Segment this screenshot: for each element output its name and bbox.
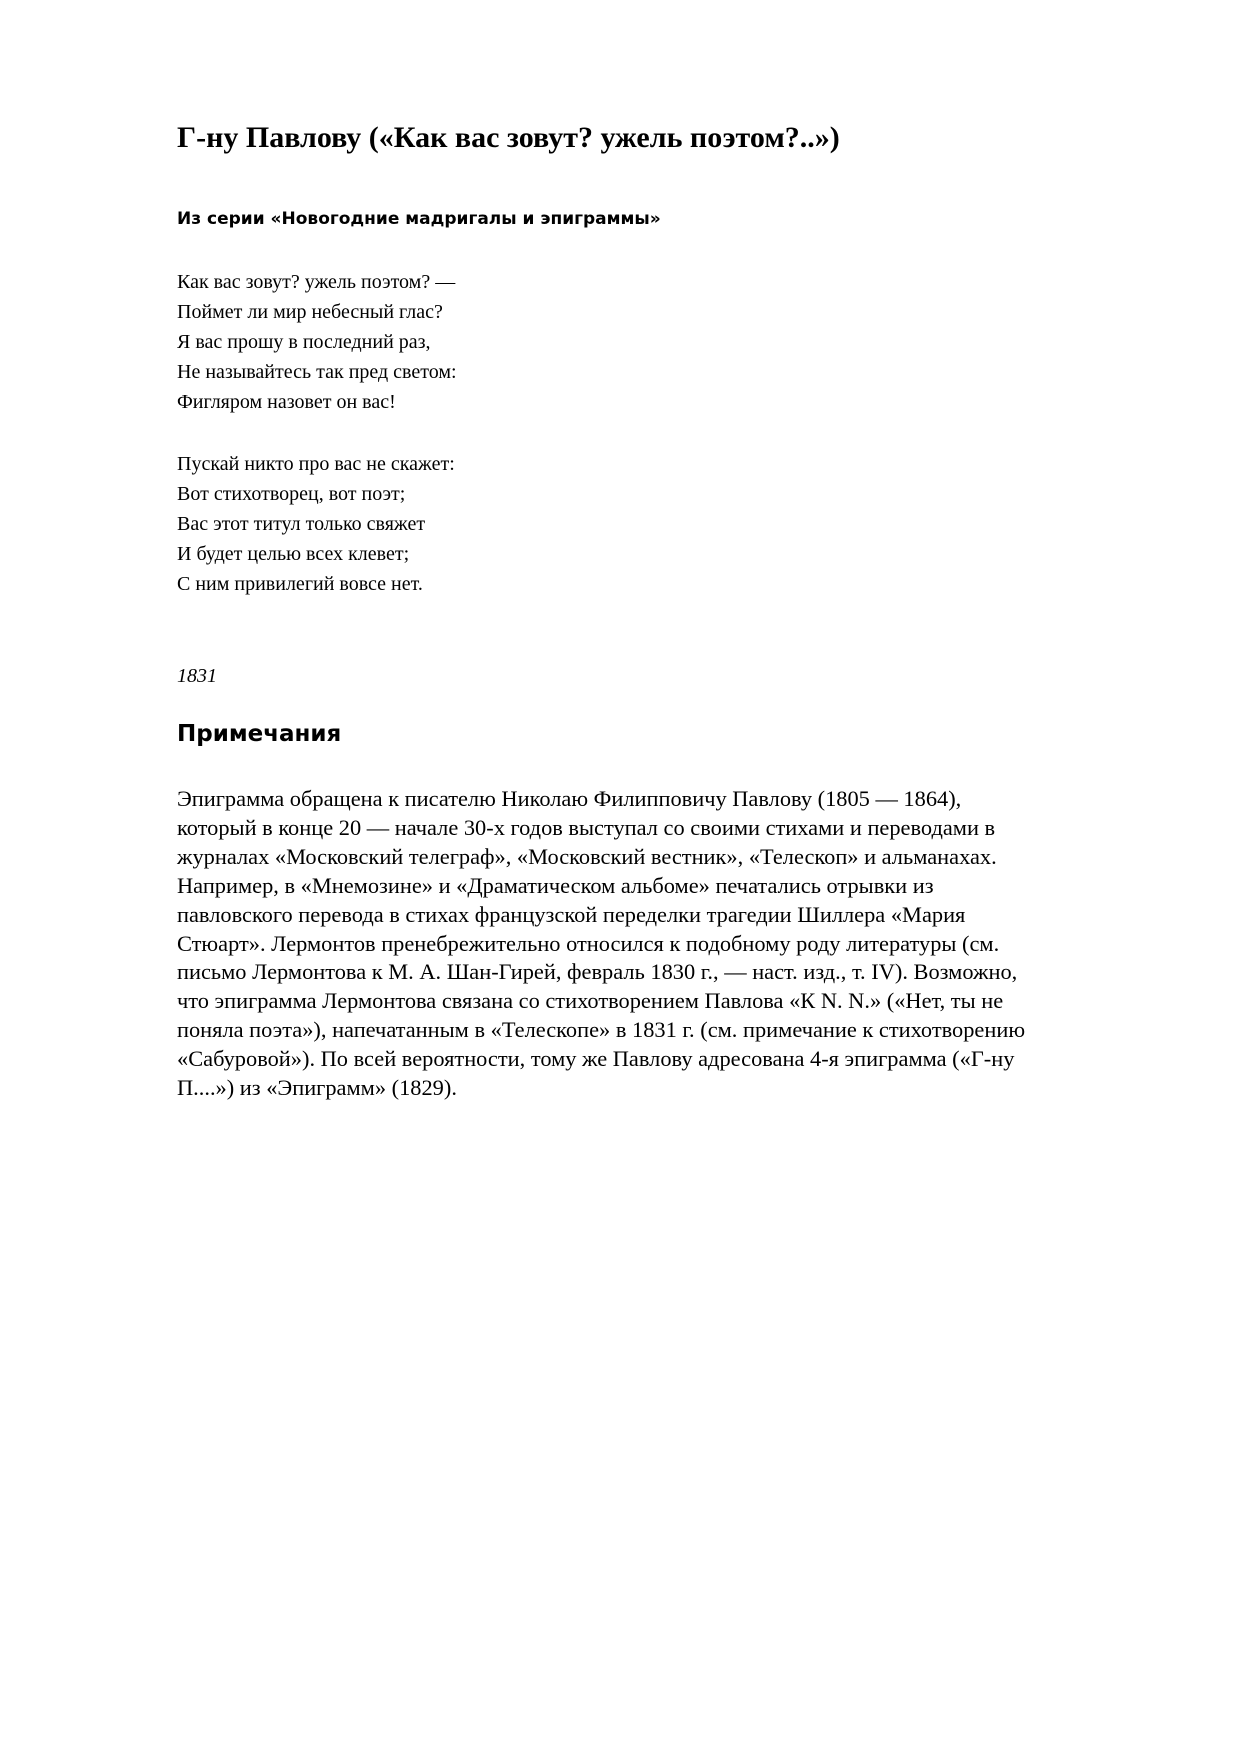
notes-line: который в конце 20 — начале 30-х годов выступал со своими стихами и переводами в xyxy=(177,814,996,840)
notes-line: письмо Лермонтова к М. А. Шан-Гирей, февраль 1830 г., — наст. изд., т. IV). Возможно, xyxy=(177,959,1018,985)
notes-heading: Примечания xyxy=(177,721,342,747)
poem-line: Фигляром назовет он вас! xyxy=(177,391,396,413)
poem-line: И будет целью всех клевет; xyxy=(177,543,410,565)
series-subtitle: Из серии «Новогодние мадригалы и эпиграммы» xyxy=(177,209,661,229)
poem-line: С ним привилегий вовсе нет. xyxy=(177,573,423,595)
poem-line: Вас этот титул только свяжет xyxy=(177,513,426,535)
poem-line: Поймет ли мир небесный глас? xyxy=(177,301,443,323)
notes-line: поняла поэта»), напечатанным в «Телескопе» в 1831 г. (см. примечание к стихотворению xyxy=(177,1017,1026,1043)
notes-line: журналах «Московский телеграф», «Московский вестник», «Телескоп» и альманахах. xyxy=(177,843,997,869)
poem-date: 1831 xyxy=(177,665,217,687)
notes-line: павловского перевода в стихах французской переделки трагедии Шиллера «Мария xyxy=(177,901,966,927)
poem-line: Не называйтесь так пред светом: xyxy=(177,361,457,383)
notes-line: Стюарт». Лермонтов пренебрежительно относился к подобному роду литературы (см. xyxy=(177,930,1000,956)
poem-line: Как вас зовут? ужель поэтом? — xyxy=(177,271,456,293)
notes-line: Эпиграмма обращена к писателю Николаю Филипповичу Павлову (1805 — 1864), xyxy=(177,786,962,811)
poem-line: Я вас прошу в последний раз, xyxy=(177,331,431,353)
notes-line: П....») из «Эпиграмм» (1829). xyxy=(177,1075,457,1101)
poem-line: Пускай никто про вас не скажет: xyxy=(177,453,455,475)
poem-line: Вот стихотворец, вот поэт; xyxy=(177,483,406,505)
poem-stanza-1 xyxy=(177,267,877,417)
notes-paragraph xyxy=(177,785,1143,1103)
notes-line: что эпиграмма Лермонтова связана со стихотворением Павлова «К N. N.» («Нет, ты не xyxy=(177,988,1004,1014)
page-title: Г-ну Павлову («Как вас зовут? ужель поэтом?..») xyxy=(177,121,840,154)
poem-stanza-2 xyxy=(177,449,877,599)
notes-line: Например, в «Мнемозине» и «Драматическом альбоме» печатались отрывки из xyxy=(177,872,934,898)
notes-line: «Сабуровой»). По всей вероятности, тому же Павлову адресована 4-я эпиграмма («Г-ну xyxy=(177,1046,1015,1072)
